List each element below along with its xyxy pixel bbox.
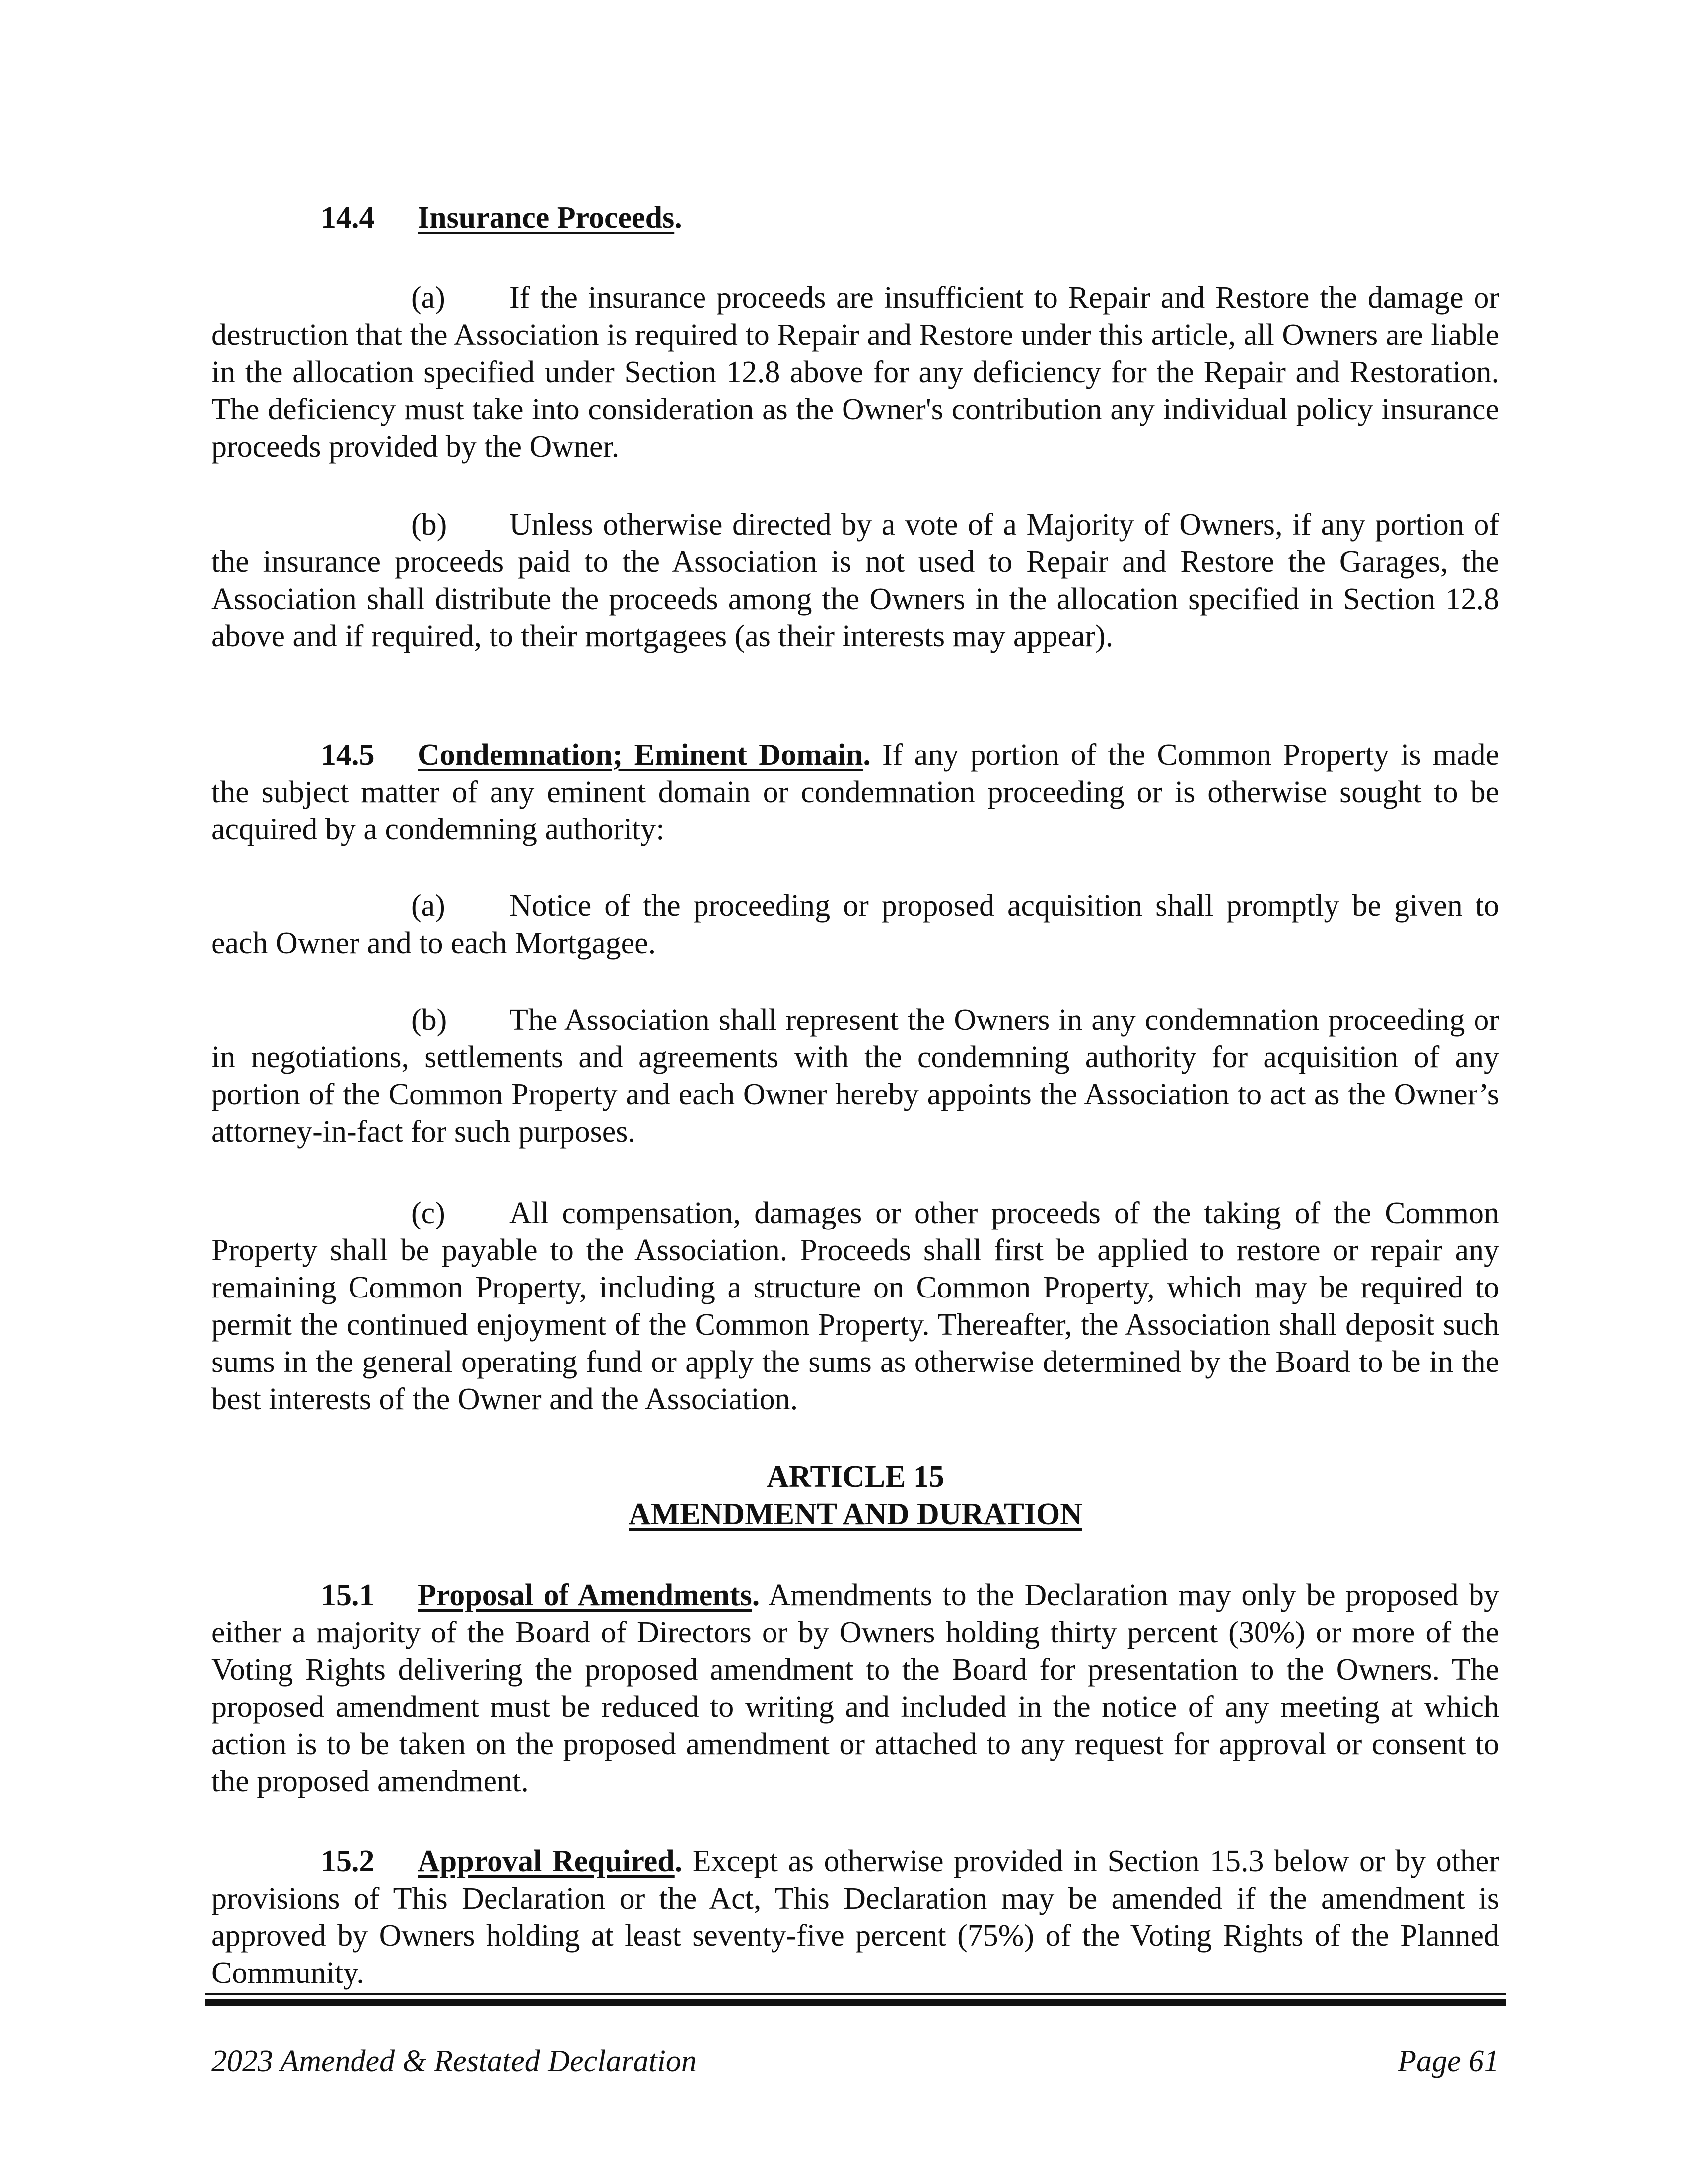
clause-text: All compensation, damages or other proceeds of the taking of the Common Property shall be payable to the Association. Proceeds shall first be applied to restore or repair any remaining Common Property, including a structure on Common Property, which may be required to permit the continued enjoyment of the Common Property. Thereafter, the Association shall deposit such sums in the general operating fund or apply the sums as otherwise determined by the Board to be in the best interests of the Owner and the Association. — [211, 1196, 1499, 1416]
clause-label: (a) — [411, 281, 445, 315]
section-15-1: 15.1 Proposal of Amendments. Amendments to the Declaration may only be proposed by either a majority of the Board of Directors or by Owners holding thirty percent (30%) or more of the Voting Rights delivering the proposed amendment to the Board for presentation to the Owners. The proposed amendment must be reduced to writing and included in the notice of any meeting at which action is to be taken on the proposed amendment or attached to any request for approval or consent to the proposed amendment. — [211, 1577, 1499, 1800]
clause-text: The Association shall represent the Owners in any condemnation proceeding or in negotiations, settlements and agreements with the condemning authority for acquisition of any portion of the Common Property and each Owner hereby appoints the Association to act as the Owner’s attorney-in-fact for such purposes. — [211, 1003, 1499, 1149]
footer-rule-thick — [205, 1999, 1506, 2006]
section-title: Condemnation; Eminent Domain — [418, 738, 863, 772]
section-14-4-b — [211, 506, 1499, 655]
clause-text: Unless otherwise directed by a vote of a Majority of Owners, if any portion of the insurance proceeds paid to the Association is not used to Repair and Restore the Garages, the Association shall distribute the proceeds among the Owners in the allocation specified in Section 12.8 above and if required, to their mortgagees (as their interests may appear). — [211, 508, 1499, 653]
footer-rule-thin — [205, 1993, 1506, 1995]
section-title: Approval Required — [418, 1844, 675, 1878]
clause-text: If the insurance proceeds are insufficient to Repair and Restore the damage or destruction that the Association is required to Repair and Restore under this article, all Owners are liable in the allocation specified under Section 12.8 above for any deficiency for the Repair and Restoration. The deficiency must take into consideration as the Owner's contribution any individual policy insurance proceeds provided by the Owner. — [211, 281, 1499, 464]
section-number: 15.1 — [321, 1578, 375, 1612]
clause-text: Notice of the proceeding or proposed acquisition shall promptly be given to each Owner and to each Mortgagee. — [211, 889, 1499, 960]
section-14-5-c — [211, 1195, 1499, 1418]
section-14-4-a — [211, 279, 1499, 466]
clause-label: (b) — [411, 508, 447, 542]
section-number: 14.5 — [321, 738, 375, 772]
article-heading — [211, 1458, 1499, 1533]
footer-page-number: Page 61 — [1398, 2045, 1499, 2078]
footer-document-title: 2023 Amended & Restated Declaration — [211, 2045, 697, 2078]
section-number: 14.4 — [321, 201, 375, 235]
section-title: Proposal of Amendments — [418, 1578, 752, 1612]
section-intro: If any portion of the Common Property is made the subject matter of any eminent domain or condemnation proceeding or is otherwise sought to be acquired by a condemning authority: — [211, 738, 1499, 846]
section-14-5-b — [211, 1002, 1499, 1151]
clause-label: (c) — [411, 1196, 445, 1230]
section-text: Amendments to the Declaration may only be proposed by either a majority of the Board of Directors or by Owners holding thirty percent (30%) or more of the Voting Rights delivering the proposed amendment to the Board for presentation to the Owners. The proposed amendment must be reduced to writing and included in the notice of any meeting at which action is to be taken on the proposed amendment or attached to any request for approval or consent to the proposed amendment. — [211, 1578, 1499, 1798]
section-title: Insurance Proceeds — [418, 201, 675, 235]
clause-label: (a) — [411, 889, 445, 923]
section-text: Except as otherwise provided in Section 15.3 below or by other provisions of This Declaration or the Act, This Declaration may be amended if the amendment is approved by Owners holding at least seventy-five percent (75%) of the Voting Rights of the Planned Community. — [211, 1844, 1499, 1990]
clause-label: (b) — [411, 1003, 447, 1037]
section-14-4-heading: 14.4 Insurance Proceeds. — [211, 200, 1499, 237]
section-14-5-a — [211, 887, 1499, 962]
article-title: ARTICLE 15 — [767, 1460, 944, 1494]
section-15-2: 15.2 Approval Required. Except as otherwise provided in Section 15.3 below or by other provisions of This Declaration or the Act, This Declaration may be amended if the amendment is approved by Owners holding at least seventy-five percent (75%) of the Voting Rights of the Planned Community. — [211, 1843, 1499, 1992]
article-subtitle: AMENDMENT AND DURATION — [629, 1498, 1082, 1531]
section-14-5: 14.5 Condemnation; Eminent Domain. If any portion of the Common Property is made the subject matter of any eminent domain or condemnation proceeding or is otherwise sought to be acquired by a condemning authority: — [211, 737, 1499, 848]
section-number: 15.2 — [321, 1844, 375, 1878]
